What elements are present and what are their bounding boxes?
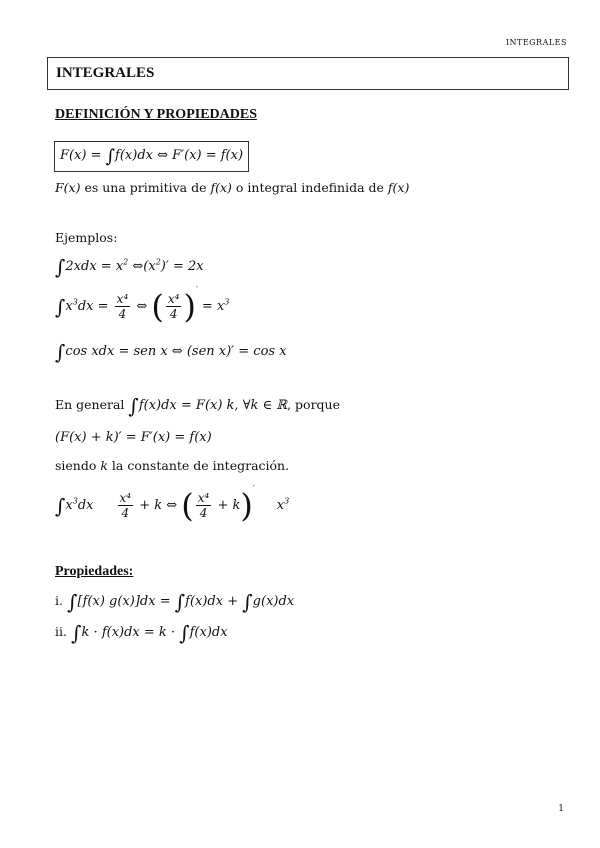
examples-label: Ejemplos: — [55, 230, 118, 245]
text-f2: f(x) — [387, 180, 410, 195]
integral-sign: ∫ — [105, 146, 116, 167]
example2-end: = x — [197, 299, 225, 314]
page-title: INTEGRALES — [56, 65, 155, 81]
text-end: o integral indefinida de — [231, 180, 388, 195]
integral-sign: ∫ — [55, 340, 66, 364]
general-prefix: En general — [55, 397, 129, 412]
constant-pre: siendo — [55, 458, 101, 473]
section-heading: DEFINICIÓN Y PROPIEDADES — [55, 107, 257, 122]
property1-body: [f(x) g(x)]dx = — [77, 594, 175, 609]
property-1 — [55, 590, 294, 614]
constant-k: k — [100, 458, 108, 473]
text-fx: F(x) — [55, 180, 81, 195]
example4-mid: + k ⇔ — [135, 498, 182, 513]
constant-post: la constante de integración. — [107, 458, 290, 473]
example3-body: cos xdx = sen x ⇔ (sen x)′ = cos x — [65, 344, 287, 359]
fraction — [118, 491, 134, 520]
example-3 — [55, 340, 287, 364]
integral-sign: ∫ — [55, 295, 66, 319]
definition-lhs: F(x) = — [60, 148, 106, 163]
fraction-denominator: 4 — [199, 506, 208, 520]
integral-sign: ∫ — [71, 621, 82, 645]
integral-sign: ∫ — [242, 590, 253, 614]
property1-rhs1: f(x)dx + — [185, 594, 243, 609]
fraction — [115, 292, 131, 321]
integral-sign: ∫ — [174, 590, 186, 614]
right-paren: ) — [183, 287, 196, 326]
fraction-numerator: x⁴ — [167, 292, 180, 306]
fraction-numerator: x⁴ — [116, 292, 129, 306]
fraction — [196, 491, 212, 520]
example1-exp: 2 — [123, 257, 129, 267]
property2-label: ii. — [55, 624, 67, 639]
example4-lead: x — [65, 498, 73, 513]
example2-lead-exp: 3 — [72, 297, 78, 307]
fraction-denominator: 4 — [169, 307, 178, 321]
example4-end-exp: 3 — [284, 496, 290, 506]
definition-rhs: f(x)dx ⇔ F′(x) = f(x) — [115, 148, 244, 163]
example1-end: )′ = 2x — [160, 259, 204, 274]
property1-rhs2: g(x)dx — [252, 594, 295, 609]
left-paren: ( — [151, 287, 164, 326]
left-paren: ( — [181, 486, 194, 525]
derivative-line: (F(x) + k)′ = F′(x) = f(x) — [55, 430, 212, 445]
integral-sign: ∫ — [55, 255, 66, 279]
example1-body: 2xdx = x — [65, 259, 124, 274]
integral-sign: ∫ — [179, 621, 190, 645]
example2-end-exp: 3 — [224, 297, 230, 307]
example2-arrow: ⇔ — [132, 299, 152, 314]
example4-inner: + k — [213, 498, 241, 513]
example-2 — [55, 285, 229, 326]
definition-text — [55, 180, 409, 195]
page-number: 1 — [558, 804, 564, 814]
property2-rhs: f(x)dx — [189, 625, 228, 640]
fraction-numerator: x⁴ — [119, 491, 132, 505]
property-2 — [55, 621, 228, 645]
prime-mark: ′ — [195, 285, 198, 294]
general-statement — [55, 394, 340, 418]
text-mid: es una primitiva de — [80, 180, 211, 195]
property1-label: i. — [55, 593, 63, 608]
example2-lead-rest: dx = — [77, 299, 113, 314]
example-1 — [55, 255, 204, 279]
property2-body: k · f(x)dx = k · — [81, 625, 180, 640]
example2-lead: x — [65, 299, 73, 314]
integral-sign: ∫ — [67, 590, 78, 614]
right-paren: ) — [240, 486, 253, 525]
integral-sign: ∫ — [128, 394, 139, 418]
fraction-numerator: x⁴ — [197, 491, 210, 505]
example4-lead-exp: 3 — [72, 496, 78, 506]
title-box — [47, 57, 569, 90]
example1-rest: ⇔(x — [128, 259, 156, 274]
example1-exp2: 2 — [155, 257, 161, 267]
prime-mark: ′ — [252, 484, 255, 493]
example-4 — [55, 484, 289, 525]
fraction — [166, 292, 182, 321]
example4-end: x — [276, 498, 285, 513]
fraction-denominator: 4 — [121, 506, 130, 520]
text-f: f(x) — [210, 180, 232, 195]
general-formula: f(x)dx = F(x) k, ∀k ∈ ℝ — [138, 398, 288, 413]
properties-heading: Propiedades: — [55, 564, 134, 579]
constant-text — [55, 458, 289, 473]
general-suffix: , porque — [287, 397, 341, 412]
example4-lead-rest: dx — [77, 498, 94, 513]
fraction-denominator: 4 — [118, 307, 127, 321]
integral-sign: ∫ — [55, 494, 66, 518]
running-header: INTEGRALES — [505, 38, 567, 47]
definition-formula — [54, 141, 249, 172]
